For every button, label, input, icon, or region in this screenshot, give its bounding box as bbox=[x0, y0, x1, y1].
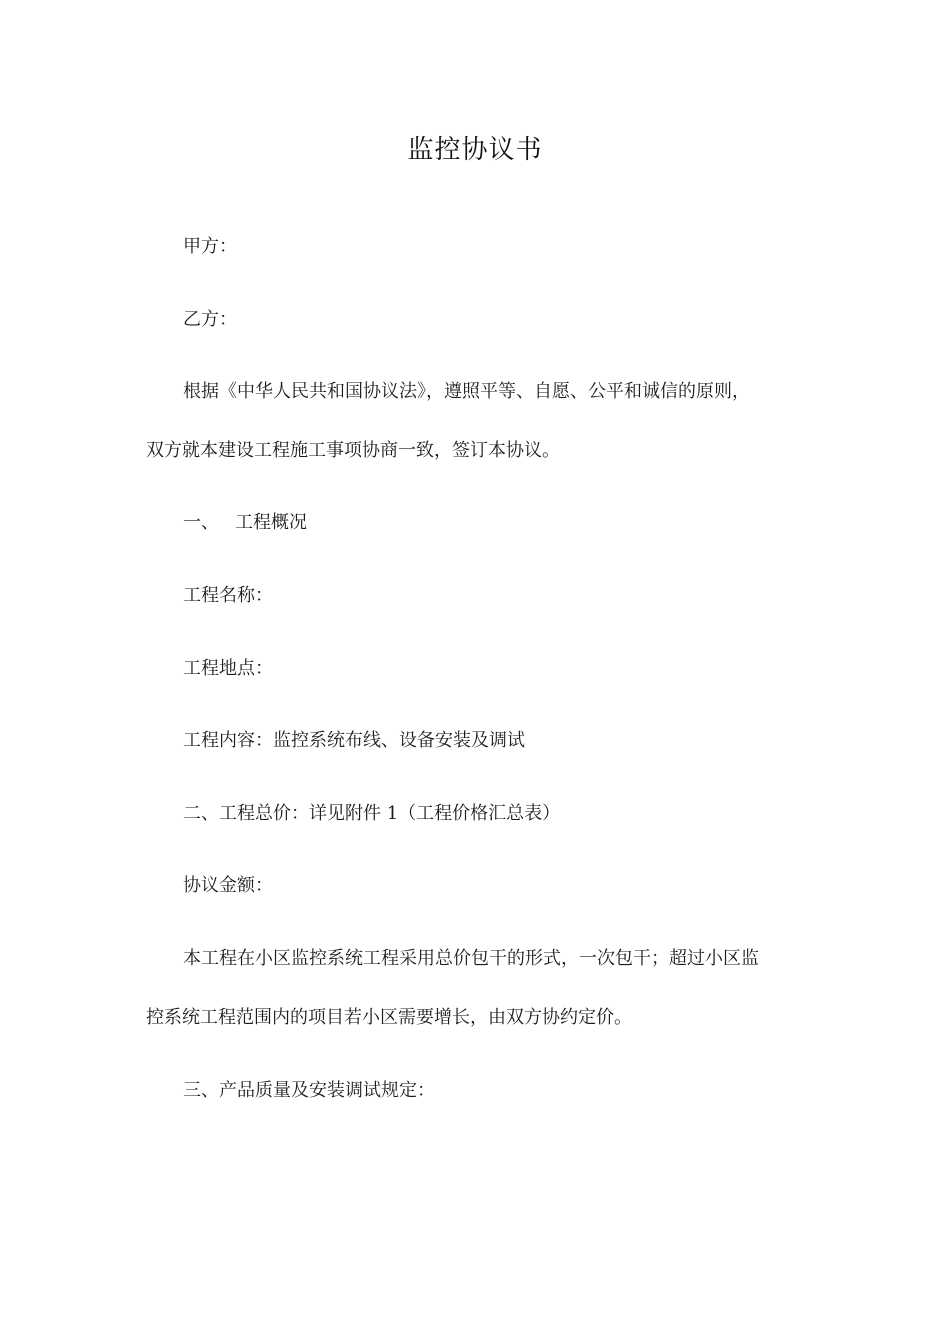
section-1-number: 一、 bbox=[183, 512, 219, 533]
party-b-label: 乙方： bbox=[183, 309, 237, 330]
project-content-line: 工程内容：监控系统布线、设备安装及调试 bbox=[183, 730, 525, 751]
section-3-heading: 三、产品质量及安装调试规定： bbox=[183, 1080, 435, 1101]
preamble-line-2: 双方就本建设工程施工事项协商一致，签订本协议。 bbox=[146, 440, 560, 461]
agreement-amount-label: 协议金额： bbox=[183, 875, 273, 896]
party-a-label: 甲方： bbox=[183, 236, 237, 257]
project-name-label: 工程名称： bbox=[183, 585, 273, 606]
section-1-title: 工程概况 bbox=[235, 512, 307, 533]
document-title: 监控协议书 bbox=[407, 135, 543, 165]
pricing-line-1: 本工程在小区监控系统工程采用总价包干的形式，一次包干；超过小区监 bbox=[183, 948, 759, 969]
section-1-heading bbox=[146, 508, 843, 538]
preamble-line-1: 根据《中华人民共和国协议法》，遵照平等、自愿、公平和诚信的原则， bbox=[183, 381, 750, 402]
project-location-label: 工程地点： bbox=[183, 658, 273, 679]
section-2-heading: 二、工程总价：详见附件 1（工程价格汇总表） bbox=[183, 803, 561, 824]
pricing-line-2: 控系统工程范围内的项目若小区需要增长，由双方协约定价。 bbox=[146, 1007, 632, 1028]
